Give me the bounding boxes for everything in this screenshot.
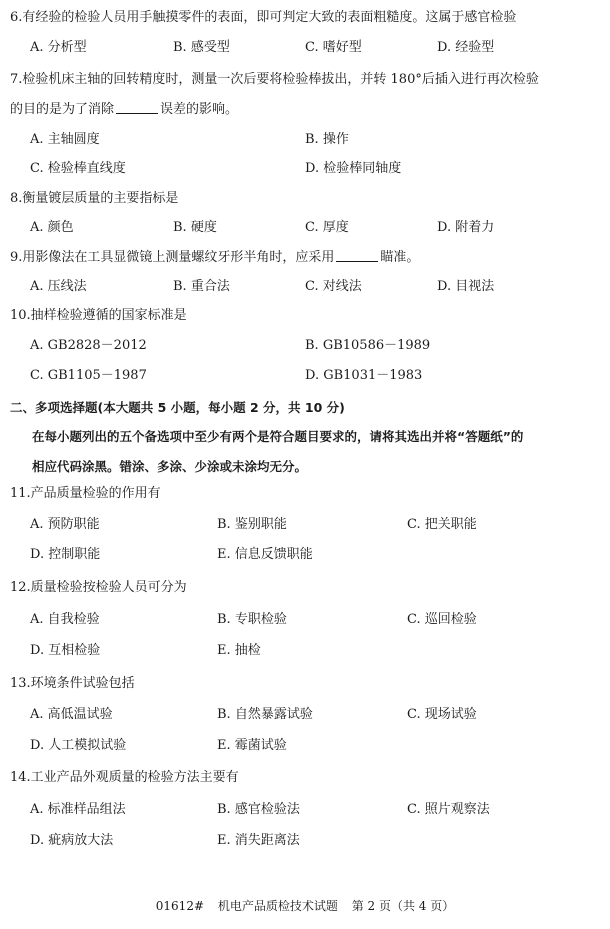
option-b: B. 鉴别职能 <box>217 517 287 532</box>
option-d: D. GB1031－1983 <box>305 368 423 383</box>
option-d: D. 互相检验 <box>30 643 101 658</box>
section-2-title: 二、多项选择题(本大题共 5 小题，每小题 2 分，共 10 分) <box>10 400 345 415</box>
question-9-options <box>0 277 610 297</box>
question-11-options-row-2 <box>0 545 610 565</box>
question-12-options-row-1 <box>0 610 610 630</box>
option-b: B. 硬度 <box>173 220 217 235</box>
stem-text: 9.用影像法在工具显微镜上测量螺纹牙形半角时，应采用 <box>10 250 335 265</box>
option-c: C. 嗜好型 <box>305 40 362 55</box>
option-b: B. 操作 <box>305 132 349 147</box>
page-number: 第 2 页（共 4 页） <box>351 899 455 913</box>
option-d: D. 经验型 <box>437 40 495 55</box>
option-e: E. 消失距离法 <box>217 833 300 848</box>
question-10-stem: 10.抽样检验遵循的国家标准是 <box>10 308 187 323</box>
option-b: B. 感受型 <box>173 40 230 55</box>
option-d: D. 人工模拟试验 <box>30 738 127 753</box>
option-d: D. 检验棒同轴度 <box>305 161 402 176</box>
section-2-instructions-2: 相应代码涂黑。错涂、多涂、少涂或未涂均无分。 <box>32 459 308 474</box>
option-a: A. 标准样品组法 <box>30 802 126 817</box>
question-7-stem-continued <box>10 99 610 119</box>
question-6-options <box>0 38 610 58</box>
question-13-options-row-2 <box>0 736 610 756</box>
option-d: D. 附着力 <box>437 220 495 235</box>
option-c: C. 检验棒直线度 <box>30 161 126 176</box>
option-c: C. 现场试验 <box>407 707 477 722</box>
option-d: D. 疵病放大法 <box>30 833 114 848</box>
option-a: A. 高低温试验 <box>30 707 113 722</box>
answer-blank <box>336 247 378 262</box>
question-13-stem: 13.环境条件试验包括 <box>10 676 135 691</box>
option-a: A. 分析型 <box>30 40 87 55</box>
option-a: A. 压线法 <box>30 279 87 294</box>
option-a: A. 自我检验 <box>30 612 100 627</box>
question-7-options-row-1 <box>0 130 610 150</box>
question-14-options-row-1 <box>0 800 610 820</box>
question-12-stem: 12.质量检验按检验人员可分为 <box>10 580 187 595</box>
option-c: C. 巡回检验 <box>407 612 477 627</box>
option-a: A. 预防职能 <box>30 517 100 532</box>
stem-text: 瞄准。 <box>380 250 420 265</box>
question-14-options-row-2 <box>0 831 610 851</box>
question-9-stem <box>10 247 610 267</box>
option-c: C. 把关职能 <box>407 517 477 532</box>
option-b: B. 感官检验法 <box>217 802 300 817</box>
question-13-options-row-1 <box>0 705 610 725</box>
question-7-stem: 7.检验机床主轴的回转精度时，测量一次后要将检验棒拔出，并转 180°后插入进行再次检验 <box>10 72 539 87</box>
option-b: B. 重合法 <box>173 279 230 294</box>
question-11-stem: 11.产品质量检验的作用有 <box>10 486 161 501</box>
question-12-options-row-2 <box>0 641 610 661</box>
option-d: D. 控制职能 <box>30 547 101 562</box>
page-footer <box>0 897 610 914</box>
question-14-stem: 14.工业产品外观质量的检验方法主要有 <box>10 770 239 785</box>
option-b: B. 自然暴露试验 <box>217 707 313 722</box>
option-a: A. 主轴圆度 <box>30 132 100 147</box>
exam-title: 机电产品质检技术试题 <box>217 899 338 913</box>
question-8-stem: 8.衡量镀层质量的主要指标是 <box>10 191 179 206</box>
option-e: E. 信息反馈职能 <box>217 547 313 562</box>
option-b: B. GB10586－1989 <box>305 338 431 353</box>
question-10-options-row-2 <box>0 366 610 386</box>
option-d: D. 目视法 <box>437 279 495 294</box>
option-c: C. 厚度 <box>305 220 349 235</box>
exam-code: 01612# <box>155 899 205 913</box>
option-a: A. 颜色 <box>30 220 74 235</box>
option-c: C. 对线法 <box>305 279 362 294</box>
question-11-options-row-1 <box>0 515 610 535</box>
question-7-options-row-2 <box>0 159 610 179</box>
option-e: E. 抽检 <box>217 643 261 658</box>
option-c: C. GB1105－1987 <box>30 368 147 383</box>
question-10-options-row-1 <box>0 336 610 356</box>
stem-text: 误差的影响。 <box>160 102 239 117</box>
section-2-instructions-1: 在每小题列出的五个备选项中至少有两个是符合题目要求的，请将其选出并将“答题纸”的 <box>32 429 524 444</box>
option-c: C. 照片观察法 <box>407 802 490 817</box>
question-8-options <box>0 218 610 238</box>
answer-blank <box>116 99 158 114</box>
option-e: E. 霉菌试验 <box>217 738 287 753</box>
option-a: A. GB2828－2012 <box>30 338 147 353</box>
stem-text: 的目的是为了消除 <box>10 102 115 117</box>
option-b: B. 专职检验 <box>217 612 287 627</box>
question-6-stem: 6.有经验的检验人员用手触摸零件的表面，即可判定大致的表面粗糙度。这属于感官检验 <box>10 10 517 25</box>
